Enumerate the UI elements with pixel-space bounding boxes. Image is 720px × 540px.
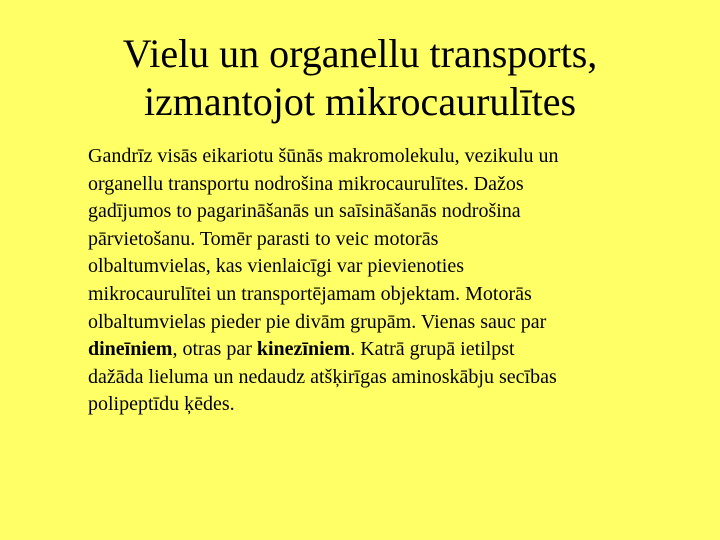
body-line-8 bbox=[88, 336, 678, 364]
body-line-6: mikrocaurulītei un transportējamam objektam. Motorās bbox=[88, 282, 532, 305]
body-line-4: pārvietošanu. Tomēr parasti to veic motorās bbox=[88, 227, 439, 250]
body-line-5: olbaltumvielas, kas vienlaicīgi var pievienoties bbox=[88, 255, 465, 278]
body-line-3: gadījumos to pagarināšanās un saīsināšanās nodrošina bbox=[88, 200, 521, 223]
body-line-1: Gandrīz visās eikariotu šūnās makromolekulu, vezikulu un bbox=[88, 145, 559, 167]
body-line-9: dažāda lieluma un nedaudz atšķirīgas aminoskābju secības bbox=[88, 365, 557, 388]
body-line-8-mid: , otras par bbox=[172, 338, 257, 361]
title-line-2: izmantojot mikrocaurulītes bbox=[143, 79, 577, 124]
term-kinezini: kinezīniem bbox=[256, 338, 351, 361]
body-line-8-end: . Katrā grupā ietilpst bbox=[350, 338, 515, 361]
body-line-2: organellu transportu nodrošina mikrocaurulītes. Dažos bbox=[88, 172, 524, 195]
body-line-10: polipeptīdu ķēdes. bbox=[88, 393, 235, 416]
slide-title bbox=[40, 30, 680, 126]
body-line-7: olbaltumvielas pieder pie divām grupām. Vienas sauc par bbox=[88, 310, 547, 333]
title-line-1: Vielu un organellu transports, bbox=[122, 31, 598, 76]
body-paragraph bbox=[88, 143, 678, 419]
term-dineini: dineīniem bbox=[88, 338, 173, 361]
